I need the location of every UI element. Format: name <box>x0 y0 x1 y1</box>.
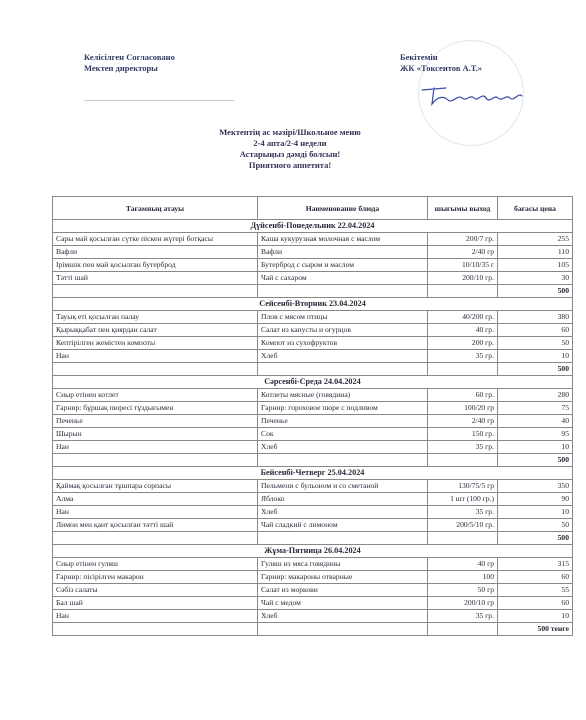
price-cell: 315 <box>498 558 573 571</box>
dish-name-kz: Шырын <box>53 428 258 441</box>
title-line2: 2-4 апта/2-4 недели <box>253 138 327 148</box>
table-header-row <box>53 197 573 220</box>
table-row <box>53 584 573 597</box>
empty-cell <box>428 532 498 545</box>
table-row <box>53 324 573 337</box>
table-row <box>53 441 573 454</box>
signature-line <box>84 100 234 101</box>
table-row <box>53 428 573 441</box>
dish-name-ru: Вафли <box>258 246 428 259</box>
table-row <box>53 389 573 402</box>
portion-cell: 200/10 гр. <box>428 272 498 285</box>
dish-name-ru: Хлеб <box>258 441 428 454</box>
dish-name-kz: Қаймақ қосылған тұшпара сорпасы <box>53 480 258 493</box>
menu-title <box>150 127 430 171</box>
title-line3: Астарыңыз дәмді болсын! <box>239 149 341 159</box>
price-cell: 10 <box>498 350 573 363</box>
day-total: 500 <box>498 363 573 376</box>
dish-name-kz: Бал шай <box>53 597 258 610</box>
price-cell: 40 <box>498 415 573 428</box>
day-total-row <box>53 454 573 467</box>
portion-cell: 10/10/35 г <box>428 259 498 272</box>
day-title: Сәрсенбі-Среда 24.04.2024 <box>53 376 573 389</box>
day-header-row <box>53 298 573 311</box>
portion-cell: 200/10 гр <box>428 597 498 610</box>
day-header-row <box>53 376 573 389</box>
table-row <box>53 402 573 415</box>
dish-name-kz: Нан <box>53 506 258 519</box>
dish-name-kz: Нан <box>53 441 258 454</box>
price-cell: 50 <box>498 337 573 350</box>
day-header-row <box>53 220 573 233</box>
approval-block <box>84 52 175 74</box>
empty-cell <box>53 285 258 298</box>
portion-cell: 35 гр. <box>428 610 498 623</box>
dish-name-kz: Алма <box>53 493 258 506</box>
dish-name-kz: Сәбіз салаты <box>53 584 258 597</box>
day-header-row <box>53 545 573 558</box>
empty-cell <box>428 285 498 298</box>
price-cell: 95 <box>498 428 573 441</box>
portion-cell: 100 <box>428 571 498 584</box>
header-name-kz: Тағамның атауы <box>53 197 258 220</box>
table-row <box>53 350 573 363</box>
table-row <box>53 558 573 571</box>
table-row <box>53 259 573 272</box>
dish-name-ru: Чай с сахаром <box>258 272 428 285</box>
table-row <box>53 571 573 584</box>
dish-name-kz: Лимон мен қант қосылған тәтті шай <box>53 519 258 532</box>
price-cell: 105 <box>498 259 573 272</box>
portion-cell: 35 гр. <box>428 350 498 363</box>
empty-cell <box>53 363 258 376</box>
price-cell: 90 <box>498 493 573 506</box>
menu-table <box>52 196 573 636</box>
day-total: 500 <box>498 532 573 545</box>
dish-name-kz: Сиыр етінен гуляш <box>53 558 258 571</box>
table-row <box>53 272 573 285</box>
dish-name-ru: Яблоко <box>258 493 428 506</box>
portion-cell: 130/75/5 гр <box>428 480 498 493</box>
table-row <box>53 233 573 246</box>
price-cell: 30 <box>498 272 573 285</box>
portion-cell: 60 гр. <box>428 389 498 402</box>
menu-body <box>53 220 573 636</box>
empty-cell <box>428 454 498 467</box>
day-title: Бейсенбі-Четверг 25.04.2024 <box>53 467 573 480</box>
dish-name-kz: Кептірілген жемістен компоты <box>53 337 258 350</box>
approval-line1: Келісілген Согласовано <box>84 52 175 62</box>
price-cell: 110 <box>498 246 573 259</box>
price-cell: 380 <box>498 311 573 324</box>
table-row <box>53 610 573 623</box>
dish-name-kz: Қырыққабат пен қиярдан салат <box>53 324 258 337</box>
empty-cell <box>258 532 428 545</box>
dish-name-ru: Компот из сухофруктов <box>258 337 428 350</box>
portion-cell: 100/20 гр <box>428 402 498 415</box>
header-name-ru: Наименование блюда <box>258 197 428 220</box>
dish-name-ru: Бутерброд с сыром и маслом <box>258 259 428 272</box>
dish-name-kz: Тәтті шай <box>53 272 258 285</box>
dish-name-ru: Плов с мясом птицы <box>258 311 428 324</box>
empty-cell <box>258 285 428 298</box>
day-title: Сейсенбі-Вторник 23.04.2024 <box>53 298 573 311</box>
dish-name-kz: Гарнир: бұршақ пюресі тұздығымен <box>53 402 258 415</box>
portion-cell: 35 гр. <box>428 441 498 454</box>
portion-cell: 200/5/10 гр. <box>428 519 498 532</box>
dish-name-ru: Гарнир: гороховое пюре с подливом <box>258 402 428 415</box>
price-cell: 60 <box>498 597 573 610</box>
portion-cell: 200/7 гр. <box>428 233 498 246</box>
header-price: бағасы цена <box>498 197 573 220</box>
table-row <box>53 337 573 350</box>
table-row <box>53 480 573 493</box>
table-row <box>53 246 573 259</box>
table-row <box>53 415 573 428</box>
approval-line2: Мектеп директоры <box>84 63 158 73</box>
dish-name-kz: Гарнир: пісірілген макарон <box>53 571 258 584</box>
signature-icon <box>418 82 528 112</box>
dish-name-kz: Печенье <box>53 415 258 428</box>
dish-name-ru: Гарнир: макароны отварные <box>258 571 428 584</box>
day-title: Дүйсенбі-Понедельник 22.04.2024 <box>53 220 573 233</box>
price-cell: 60 <box>498 571 573 584</box>
dish-name-ru: Печенье <box>258 415 428 428</box>
dish-name-ru: Хлеб <box>258 610 428 623</box>
dish-name-kz: Сары май қосылған сүтке піскен жүгері ботқасы <box>53 233 258 246</box>
table-row <box>53 597 573 610</box>
portion-cell: 40 гр. <box>428 324 498 337</box>
empty-cell <box>428 623 498 636</box>
dish-name-kz: Тауық еті қосылған палау <box>53 311 258 324</box>
approved-block <box>400 52 482 74</box>
price-cell: 55 <box>498 584 573 597</box>
approved-line2: ЖК «Токсеитов А.Т.» <box>400 63 482 73</box>
day-total-row <box>53 285 573 298</box>
approved-line1: Бекітемін <box>400 52 438 62</box>
dish-name-ru: Салат из моркови <box>258 584 428 597</box>
table-row <box>53 493 573 506</box>
dish-name-ru: Хлеб <box>258 506 428 519</box>
empty-cell <box>53 532 258 545</box>
dish-name-ru: Чай с медом <box>258 597 428 610</box>
price-cell: 350 <box>498 480 573 493</box>
day-total: 500 <box>498 285 573 298</box>
day-title: Жұма-Пятница 26.04.2024 <box>53 545 573 558</box>
portion-cell: 200 гр. <box>428 337 498 350</box>
dish-name-ru: Каша кукурузная молочная с маслом <box>258 233 428 246</box>
empty-cell <box>428 363 498 376</box>
empty-cell <box>53 623 258 636</box>
portion-cell: 2/40 гр <box>428 415 498 428</box>
dish-name-ru: Хлеб <box>258 350 428 363</box>
dish-name-ru: Котлеты мясные (говядина) <box>258 389 428 402</box>
dish-name-ru: Чай сладкий с лимоном <box>258 519 428 532</box>
dish-name-kz: Вафли <box>53 246 258 259</box>
portion-cell: 40/200 гр. <box>428 311 498 324</box>
dish-name-ru: Гуляш из мяса говядины <box>258 558 428 571</box>
price-cell: 255 <box>498 233 573 246</box>
dish-name-kz: Нан <box>53 350 258 363</box>
day-total-row <box>53 623 573 636</box>
dish-name-kz: Нан <box>53 610 258 623</box>
dish-name-ru: Сок <box>258 428 428 441</box>
header-portion: шығымы выход <box>428 197 498 220</box>
empty-cell <box>258 363 428 376</box>
portion-cell: 1 шт (100 гр.) <box>428 493 498 506</box>
day-header-row <box>53 467 573 480</box>
price-cell: 280 <box>498 389 573 402</box>
dish-name-kz: Сиыр етінен котлет <box>53 389 258 402</box>
price-cell: 10 <box>498 610 573 623</box>
price-cell: 10 <box>498 441 573 454</box>
day-total: 500 <box>498 454 573 467</box>
price-cell: 50 <box>498 519 573 532</box>
empty-cell <box>258 623 428 636</box>
dish-name-kz: Ірімшік пен май қосылған бутерброд <box>53 259 258 272</box>
empty-cell <box>258 454 428 467</box>
day-total-row <box>53 532 573 545</box>
dish-name-ru: Салат из капусты и огурцов <box>258 324 428 337</box>
portion-cell: 2/40 гр <box>428 246 498 259</box>
title-line4: Приятного аппетита! <box>248 160 332 170</box>
portion-cell: 150 гр. <box>428 428 498 441</box>
portion-cell: 40 гр <box>428 558 498 571</box>
dish-name-ru: Пельмени с бульоном и со сметаной <box>258 480 428 493</box>
day-total: 500 тенге <box>498 623 573 636</box>
empty-cell <box>53 454 258 467</box>
portion-cell: 35 гр. <box>428 506 498 519</box>
portion-cell: 50 гр <box>428 584 498 597</box>
title-line1: Мектептің ас мәзірі/Школьное меню <box>219 127 361 137</box>
price-cell: 10 <box>498 506 573 519</box>
day-total-row <box>53 363 573 376</box>
price-cell: 60 <box>498 324 573 337</box>
price-cell: 75 <box>498 402 573 415</box>
table-row <box>53 519 573 532</box>
table-row <box>53 506 573 519</box>
table-row <box>53 311 573 324</box>
